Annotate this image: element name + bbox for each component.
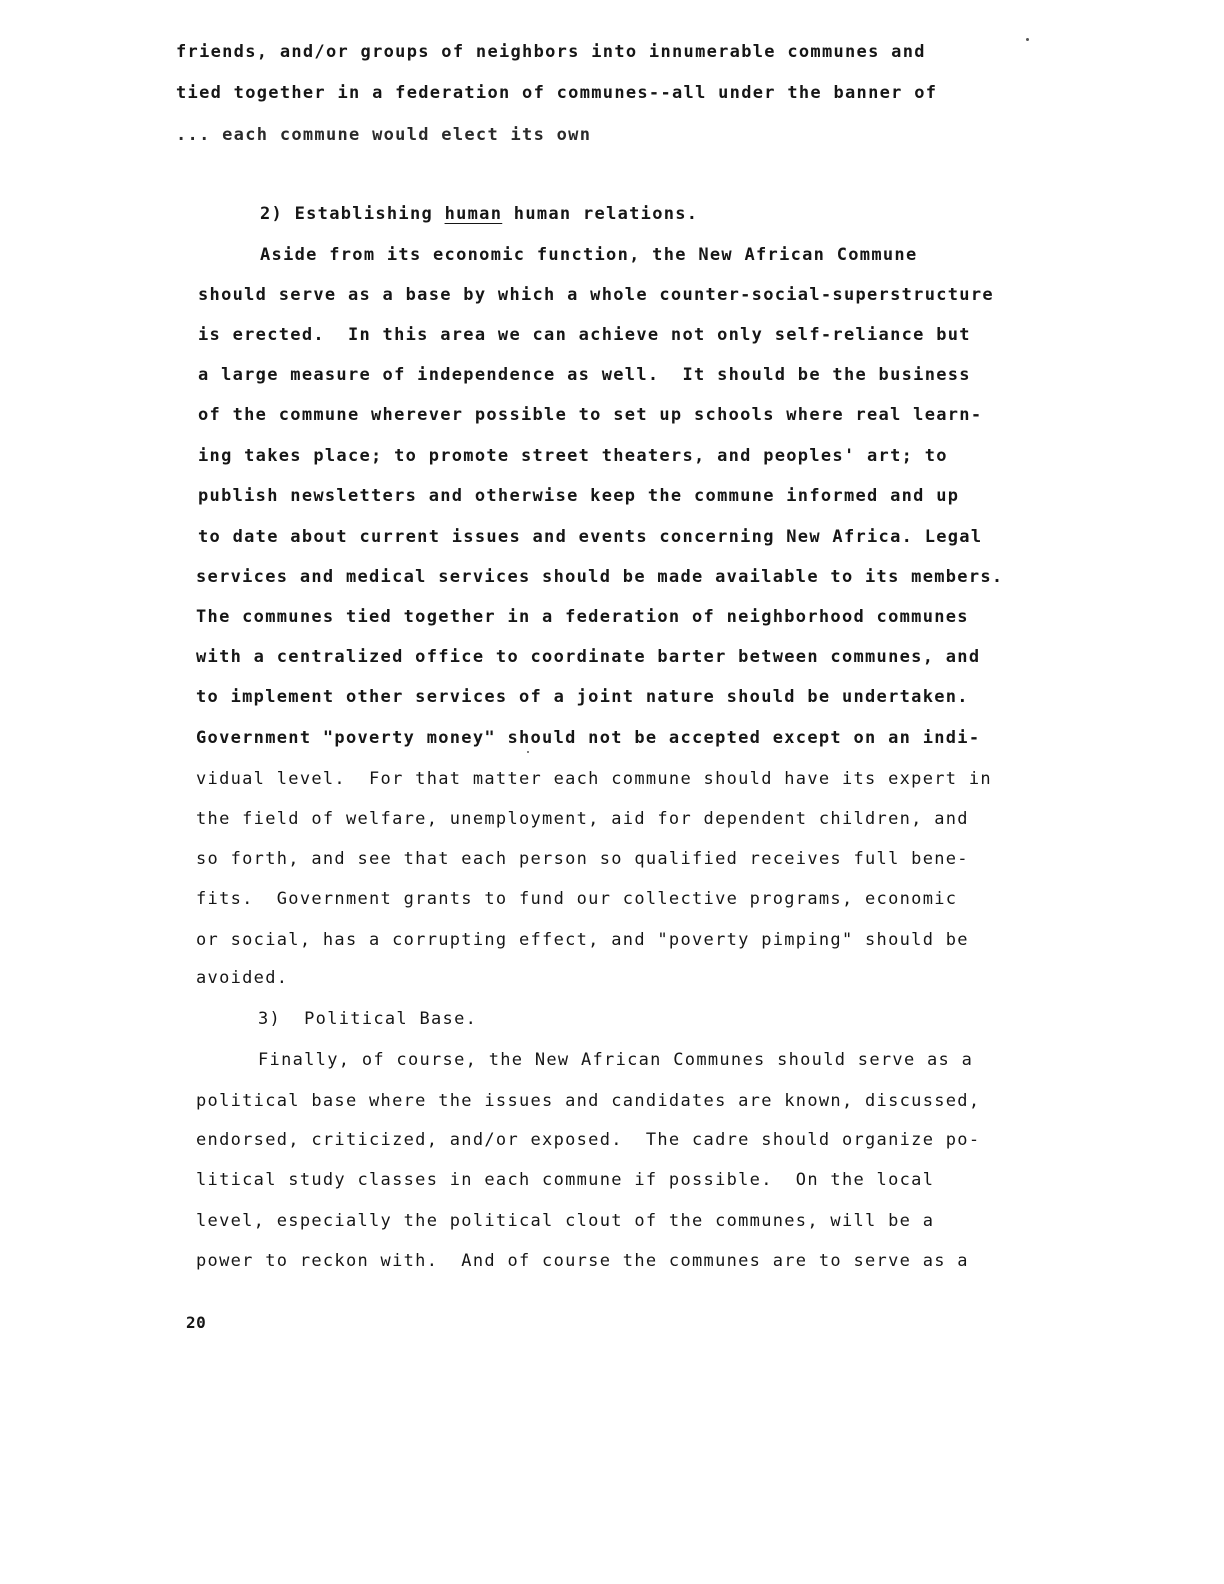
top-line-2: tied together in a federation of communes--all under the banner of bbox=[176, 83, 938, 103]
paragraph-line: to implement other services of a joint nature should be undertaken. bbox=[196, 687, 969, 707]
paragraph-line: Aside from its economic function, the New African Commune bbox=[260, 245, 918, 265]
paragraph-line: endorsed, criticized, and/or exposed. The cadre should organize po- bbox=[196, 1130, 981, 1150]
paragraph-line: services and medical services should be made available to its members. bbox=[196, 567, 1004, 587]
paragraph-line: so forth, and see that each person so qualified receives full bene- bbox=[196, 849, 969, 869]
paragraph-line: publish newsletters and otherwise keep the commune informed and up bbox=[198, 486, 960, 506]
paragraph-line: should serve as a base by which a whole counter-social-superstructure bbox=[198, 285, 994, 305]
scan-speck bbox=[1026, 38, 1029, 41]
paragraph-line: ing takes place; to promote street theaters, and peoples' art; to bbox=[198, 446, 948, 466]
paragraph-line: vidual level. For that matter each commune should have its expert in bbox=[196, 769, 992, 789]
cutoff-line-region bbox=[176, 118, 976, 145]
paragraph-line: or social, has a corrupting effect, and "poverty pimping" should be bbox=[196, 930, 969, 950]
paragraph-line: fits. Government grants to fund our collective programs, economic bbox=[196, 889, 958, 909]
heading-prefix: 2) Establishing bbox=[260, 204, 445, 224]
paragraph-line: Finally, of course, the New African Communes should serve as a bbox=[258, 1050, 974, 1070]
paragraph-line: level, especially the political clout of the communes, will be a bbox=[196, 1211, 935, 1231]
paragraph-line: the field of welfare, unemployment, aid for dependent children, and bbox=[196, 809, 969, 829]
paragraph-line: The communes tied together in a federation of neighborhood communes bbox=[196, 607, 969, 627]
paragraph-line: to date about current issues and events concerning New Africa. Legal bbox=[198, 527, 983, 547]
paragraph-line: avoided. bbox=[196, 968, 289, 988]
paragraph-line: political base where the issues and candidates are known, discussed, bbox=[196, 1091, 981, 1111]
paragraph-line: is erected. In this area we can achieve not only self-reliance but bbox=[198, 325, 971, 345]
cutoff-line: ... each commune would elect its own bbox=[176, 125, 592, 145]
section-2-heading bbox=[260, 203, 698, 225]
paragraph-line: with a centralized office to coordinate barter between communes, and bbox=[196, 647, 981, 667]
page-number: 20 bbox=[186, 1313, 207, 1332]
paragraph-line: of the commune wherever possible to set up schools where real learn- bbox=[198, 405, 983, 425]
paragraph-line: power to reckon with. And of course the communes are to serve as a bbox=[196, 1251, 969, 1271]
heading-underlined-word: human bbox=[444, 204, 503, 224]
paragraph-line: Government "poverty money" should not be accepted except on an indi- bbox=[196, 728, 981, 748]
top-line-1: friends, and/or groups of neighbors into innumerable communes and bbox=[176, 42, 926, 62]
paragraph-line: litical study classes in each commune if possible. On the local bbox=[196, 1170, 935, 1190]
section-3-heading: 3) Political Base. bbox=[258, 1009, 478, 1029]
paragraph-line: a large measure of independence as well. It should be the business bbox=[198, 365, 971, 385]
heading-suffix: human relations. bbox=[502, 204, 699, 224]
scan-speck bbox=[527, 751, 529, 753]
